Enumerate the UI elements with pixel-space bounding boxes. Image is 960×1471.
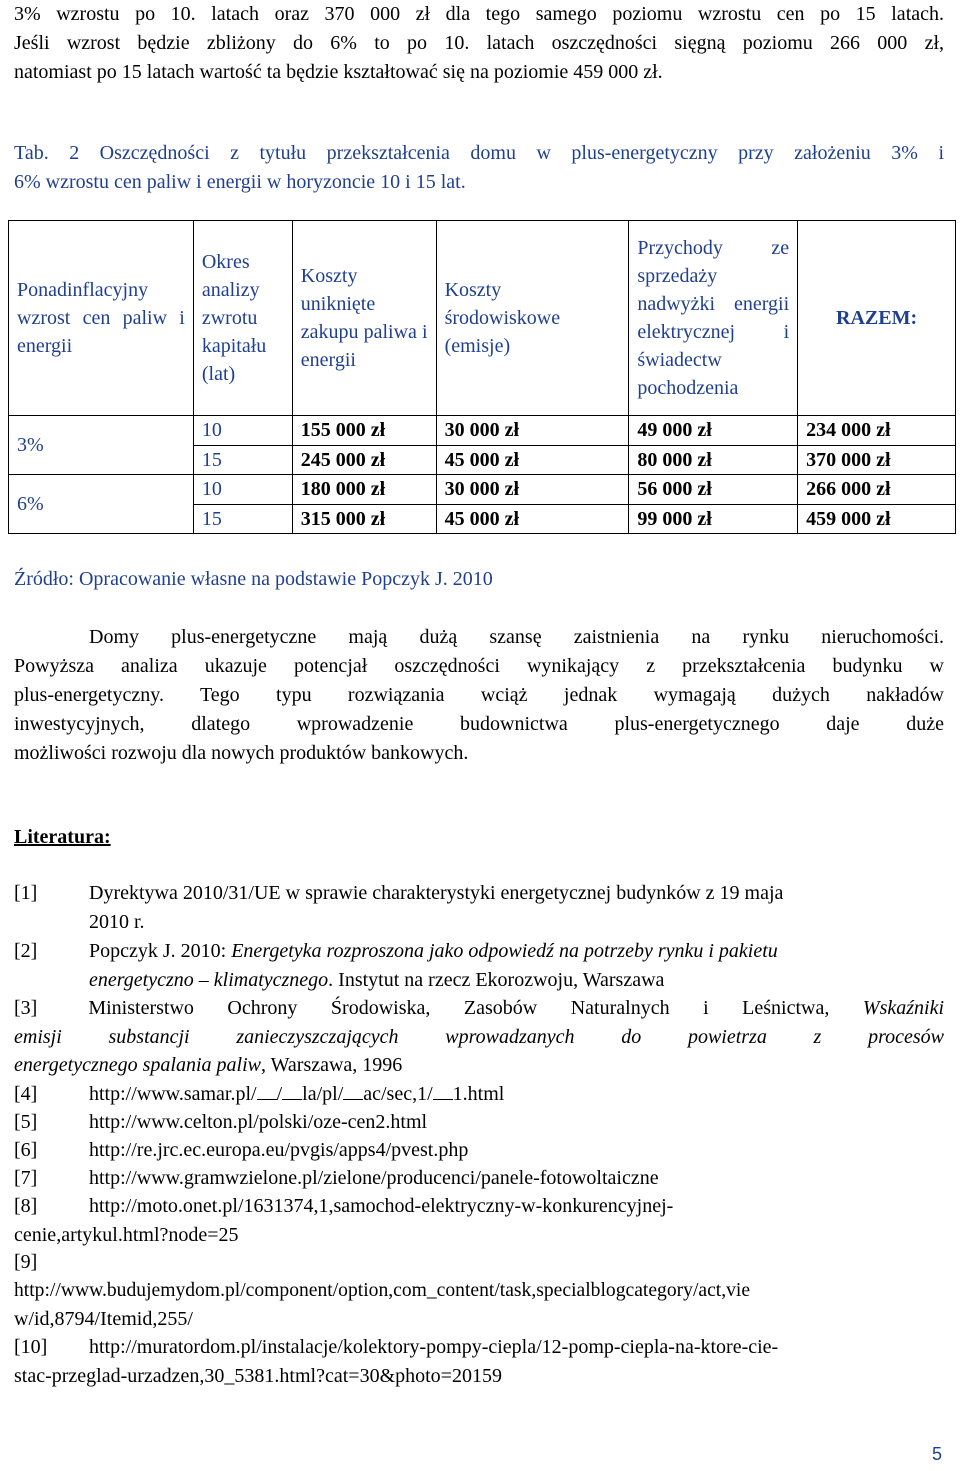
intro-line-2: Jeśli wzrost będzie zbliżony do 6% to po 10. latach oszczędności sięgną poziomu 266 000 zł,: [14, 32, 944, 54]
paragraph-line-4: inwestycyjnych, dlatego wprowadzenie budownictwa plus-energetycznego daje duże: [14, 713, 944, 735]
reference-title: Wskaźniki: [862, 997, 944, 1019]
savings-table: [8, 220, 956, 534]
growth-6-percent: 6%: [9, 475, 194, 534]
link-part: http://www.samar.pl/: [89, 1083, 257, 1105]
avoided-cell: 245 000 zł: [292, 445, 436, 475]
header-total: RAZEM:: [798, 221, 956, 416]
total-cell: 459 000 zł: [798, 504, 956, 534]
reference-number: [5]: [14, 1111, 38, 1133]
table-header-row: [9, 221, 956, 416]
reference-title: Energetyka rozproszona jako odpowiedź na potrzeby rynku i pakietu: [231, 940, 778, 962]
link-part: 1.html: [452, 1083, 505, 1105]
page-number: 5: [931, 1444, 942, 1464]
reference-title: energetycznego spalania paliw: [14, 1054, 261, 1076]
total-cell: 234 000 zł: [798, 416, 956, 446]
reference-number: [9]: [14, 1251, 38, 1273]
period-cell: 15: [193, 504, 292, 534]
reference-number: [2]: [14, 940, 38, 962]
header-growth: Ponadinflacyjny wzrost cen paliw i energii: [9, 221, 194, 416]
reference-text: [89, 937, 944, 994]
reference-8: [14, 1192, 944, 1249]
table-row: [9, 475, 956, 505]
reference-link[interactable]: http://www.budujemydom.pl/component/option,com_content/task,specialblogcategory/act,vie: [14, 1279, 751, 1301]
period-cell: 10: [193, 475, 292, 505]
link-part: ac/sec,1/: [363, 1083, 433, 1105]
growth-3-percent: 3%: [9, 416, 194, 475]
link-part: la/pl/: [302, 1083, 344, 1105]
header-env-costs: Koszty środowiskowe (emisje): [436, 221, 629, 416]
underscore-blank: [343, 1081, 363, 1100]
intro-line-3: natomiast po 15 latach wartość ta będzie kształtować się na poziomie 459 000 zł.: [14, 61, 663, 83]
reference-number: [8]: [14, 1195, 38, 1217]
revenue-cell: 56 000 zł: [629, 475, 798, 505]
reference-number: [3]: [14, 997, 38, 1019]
reference-number: [1]: [14, 882, 38, 904]
reference-link-continued[interactable]: w/id,8794/Itemid,255/: [14, 1308, 193, 1330]
total-cell: 370 000 zł: [798, 445, 956, 475]
reference-7: [14, 1164, 944, 1193]
reference-link[interactable]: http://moto.onet.pl/1631374,1,samochod-elektryczny-w-konkurencyjnej-: [89, 1195, 674, 1217]
reference-title: energetyczno – klimatycznego: [89, 968, 329, 991]
reference-10: [14, 1333, 944, 1390]
reference-text: [89, 879, 944, 936]
total-cell: 266 000 zł: [798, 475, 956, 505]
header-avoided-costs: Koszty uniknięte zakupu paliwa i energii: [292, 221, 436, 416]
link-part: /: [276, 1083, 283, 1105]
reference-line: 2010 r.: [89, 910, 145, 933]
reference-9: [14, 1248, 944, 1334]
reference-6: [14, 1136, 944, 1165]
reference-link[interactable]: http://www.gramwzielone.pl/zielone/producenci/panele-fotowoltaiczne: [89, 1167, 659, 1189]
reference-4: [14, 1080, 944, 1109]
period-cell: 15: [193, 445, 292, 475]
reference-5: [14, 1108, 944, 1137]
paragraph-line-3: plus-energetyczny. Tego typu rozwiązania wciąż jednak wymagają dużych nakładów: [14, 684, 944, 706]
table-source: Źródło: Opracowanie własne na podstawie Popczyk J. 2010: [14, 568, 493, 590]
reference-2: [14, 937, 944, 994]
reference-publisher: . Instytut na rzecz Ekorozwoju, Warszawa: [328, 968, 665, 991]
paragraph-line-5: możliwości rozwoju dla nowych produktów bankowych.: [14, 742, 469, 764]
reference-author: Popczyk J. 2010:: [89, 940, 232, 962]
reference-link[interactable]: http://www.celton.pl/polski/oze-cen2.html: [89, 1111, 428, 1133]
period-cell: 10: [193, 416, 292, 446]
paragraph-line-1: Domy plus-energetyczne mają dużą szansę zaistnienia na rynku nieruchomości.: [89, 626, 944, 648]
avoided-cell: 155 000 zł: [292, 416, 436, 446]
literature-heading: Literatura:: [14, 826, 111, 848]
reference-link[interactable]: http://muratordom.pl/instalacje/kolektory-pompy-ciepla/12-pomp-ciepla-na-ktore-cie-: [89, 1336, 779, 1358]
reference-link[interactable]: http://re.jrc.ec.europa.eu/pvgis/apps4/pvest.php: [89, 1139, 469, 1161]
reference-1: [14, 879, 944, 936]
reference-number: [4]: [14, 1083, 38, 1105]
header-revenue: Przychody ze sprzedaży nadwyżki energii elektrycznej i świadectw pochodzenia: [629, 221, 798, 416]
underscore-blank: [282, 1081, 302, 1100]
reference-title: emisji substancji zanieczyszczających wprowadzanych do powietrza z procesów: [14, 1025, 944, 1048]
reference-author: Ministerstwo Ochrony Środowiska, Zasobów Naturalnych i Leśnictwa,: [88, 997, 863, 1019]
avoided-cell: 180 000 zł: [292, 475, 436, 505]
reference-number: [6]: [14, 1139, 38, 1161]
table-caption-line-2: 6% wzrostu cen paliw i energii w horyzoncie 10 i 15 lat.: [14, 171, 466, 193]
table-caption-line-1: Tab. 2 Oszczędności z tytułu przekształcenia domu w plus-energetyczny przy założeniu 3% i: [14, 142, 944, 164]
reference-number: [10]: [14, 1336, 48, 1358]
reference-number: [7]: [14, 1167, 38, 1189]
avoided-cell: 315 000 zł: [292, 504, 436, 534]
header-period: Okres analizy zwrotu kapitału (lat): [193, 221, 292, 416]
paragraph-line-2: Powyższa analiza ukazuje potencjał oszczędności wynikający z przekształcenia budynku w: [14, 655, 944, 677]
revenue-cell: 80 000 zł: [629, 445, 798, 475]
intro-line-1: 3% wzrostu po 10. latach oraz 370 000 zł dla tego samego poziomu wzrostu cen po 15 latach.: [14, 3, 944, 25]
table-row: [9, 416, 956, 446]
underscore-blank: [433, 1081, 453, 1100]
reference-publisher: , Warszawa, 1996: [261, 1054, 403, 1076]
reference-line: Dyrektywa 2010/31/UE w sprawie charakterystyki energetycznej budynków z 19 maja: [89, 882, 784, 904]
reference-link-continued[interactable]: stac-przeglad-urzadzen,30_5381.html?cat=30&photo=20159: [14, 1364, 502, 1387]
reference-link-continued[interactable]: cenie,artykul.html?node=25: [14, 1223, 239, 1246]
env-cell: 45 000 zł: [436, 445, 629, 475]
reference-link[interactable]: [89, 1080, 944, 1109]
revenue-cell: 49 000 zł: [629, 416, 798, 446]
env-cell: 30 000 zł: [436, 416, 629, 446]
underscore-blank: [257, 1081, 277, 1100]
revenue-cell: 99 000 zł: [629, 504, 798, 534]
env-cell: 45 000 zł: [436, 504, 629, 534]
reference-3: [14, 994, 944, 1080]
env-cell: 30 000 zł: [436, 475, 629, 505]
